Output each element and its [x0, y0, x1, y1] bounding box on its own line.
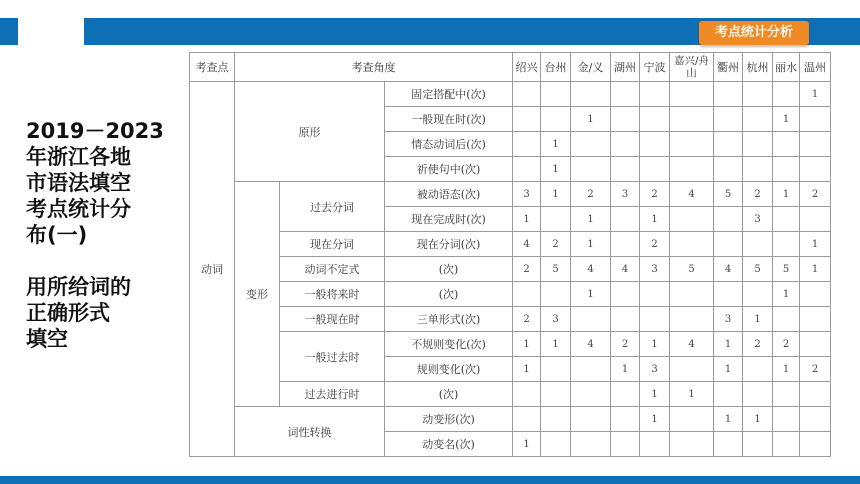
table-row	[190, 307, 831, 332]
count-cell	[773, 307, 800, 332]
col-header-point: 考查点	[190, 53, 235, 82]
count-cell	[670, 82, 714, 107]
count-cell: 2	[640, 182, 670, 207]
count-cell	[714, 107, 743, 132]
count-cell	[640, 107, 670, 132]
count-cell: 2	[773, 332, 800, 357]
caption-line: 年浙江各地	[26, 145, 131, 169]
count-cell: 1	[773, 182, 800, 207]
count-cell: 2	[571, 182, 611, 207]
col-header-city: 宁波	[640, 53, 670, 82]
count-cell	[743, 107, 773, 132]
count-cell	[714, 232, 743, 257]
count-cell	[743, 82, 773, 107]
count-cell: 5	[541, 257, 571, 282]
caption-line: 布(一)	[26, 223, 88, 247]
count-cell	[800, 307, 831, 332]
count-cell	[800, 407, 831, 432]
count-cell: 1	[800, 232, 831, 257]
detail-cell: 不规则变化(次)	[385, 332, 513, 357]
col-header-city: 台州	[541, 53, 571, 82]
count-cell: 2	[513, 257, 541, 282]
table-row	[190, 282, 831, 307]
count-cell	[773, 82, 800, 107]
detail-cell: 三单形式(次)	[385, 307, 513, 332]
count-cell: 3	[541, 307, 571, 332]
count-cell: 5	[773, 257, 800, 282]
count-cell	[714, 82, 743, 107]
count-cell	[611, 207, 640, 232]
count-cell: 2	[800, 182, 831, 207]
count-cell	[743, 282, 773, 307]
col-header-city: 金/义	[571, 53, 611, 82]
count-cell	[611, 157, 640, 182]
count-cell: 1	[513, 432, 541, 457]
col-header-city: 衢州	[714, 53, 743, 82]
count-cell	[611, 407, 640, 432]
count-cell: 3	[714, 307, 743, 332]
count-cell	[541, 357, 571, 382]
caption-line: 正确形式	[26, 301, 110, 325]
count-cell	[773, 432, 800, 457]
count-cell	[743, 232, 773, 257]
subcategory-base-form: 原形	[235, 82, 385, 182]
count-cell	[670, 157, 714, 182]
count-cell: 1	[800, 257, 831, 282]
count-cell: 2	[743, 332, 773, 357]
detail-cell: (次)	[385, 257, 513, 282]
count-cell: 1	[640, 207, 670, 232]
detail-cell: 规则变化(次)	[385, 357, 513, 382]
count-cell: 1	[541, 182, 571, 207]
count-cell	[714, 282, 743, 307]
count-cell	[611, 307, 640, 332]
count-cell: 2	[513, 307, 541, 332]
count-cell	[670, 107, 714, 132]
header-accent-block	[0, 18, 18, 45]
count-cell: 2	[640, 232, 670, 257]
count-cell	[640, 282, 670, 307]
count-cell: 4	[513, 232, 541, 257]
count-cell	[640, 132, 670, 157]
count-cell	[670, 132, 714, 157]
subgroup-past-continuous: 过去进行时	[280, 382, 385, 407]
count-cell	[611, 82, 640, 107]
count-cell: 1	[513, 207, 541, 232]
count-cell	[640, 82, 670, 107]
count-cell	[571, 432, 611, 457]
count-cell: 1	[640, 332, 670, 357]
count-cell	[714, 432, 743, 457]
subgroup-simple-past: 一般过去时	[280, 332, 385, 382]
count-cell	[714, 207, 743, 232]
count-cell	[773, 132, 800, 157]
count-cell	[611, 107, 640, 132]
count-cell: 1	[571, 282, 611, 307]
count-cell	[743, 357, 773, 382]
col-header-city: 温州	[800, 53, 831, 82]
count-cell	[670, 432, 714, 457]
count-cell	[513, 382, 541, 407]
count-cell	[541, 432, 571, 457]
count-cell	[800, 332, 831, 357]
count-cell	[513, 282, 541, 307]
count-cell: 1	[640, 407, 670, 432]
count-cell	[513, 107, 541, 132]
col-header-city: 杭州	[743, 53, 773, 82]
count-cell: 4	[670, 332, 714, 357]
count-cell	[714, 382, 743, 407]
count-cell: 1	[714, 357, 743, 382]
count-cell: 2	[800, 357, 831, 382]
count-cell	[773, 157, 800, 182]
count-cell	[800, 207, 831, 232]
caption-line: 填空	[26, 327, 68, 351]
detail-cell: 动变名(次)	[385, 432, 513, 457]
count-cell: 2	[611, 332, 640, 357]
table-row	[190, 382, 831, 407]
count-cell	[611, 282, 640, 307]
count-cell: 1	[541, 132, 571, 157]
count-cell: 1	[541, 157, 571, 182]
detail-cell: 现在完成时(次)	[385, 207, 513, 232]
col-header-city: 湖州	[611, 53, 640, 82]
count-cell: 1	[611, 357, 640, 382]
subcategory-inflected: 变形	[235, 182, 280, 407]
count-cell: 4	[670, 182, 714, 207]
caption-line: 考点统计分	[26, 197, 131, 221]
detail-cell: (次)	[385, 382, 513, 407]
count-cell: 4	[571, 332, 611, 357]
count-cell: 1	[773, 282, 800, 307]
count-cell: 5	[714, 182, 743, 207]
detail-cell: 被动语态(次)	[385, 182, 513, 207]
count-cell	[670, 407, 714, 432]
count-cell: 3	[743, 207, 773, 232]
count-cell	[541, 107, 571, 132]
count-cell	[773, 407, 800, 432]
count-cell	[800, 432, 831, 457]
count-cell: 3	[611, 182, 640, 207]
count-cell	[714, 132, 743, 157]
count-cell: 1	[773, 107, 800, 132]
count-cell: 3	[640, 357, 670, 382]
count-cell: 1	[714, 332, 743, 357]
count-cell: 3	[513, 182, 541, 207]
table-row	[190, 332, 831, 357]
count-cell	[670, 357, 714, 382]
count-cell	[800, 382, 831, 407]
count-cell	[773, 232, 800, 257]
count-cell	[800, 282, 831, 307]
count-cell: 1	[773, 357, 800, 382]
count-cell: 4	[611, 257, 640, 282]
count-cell: 2	[743, 182, 773, 207]
count-cell	[743, 157, 773, 182]
col-header-city: 丽水	[773, 53, 800, 82]
count-cell	[773, 382, 800, 407]
count-cell	[743, 382, 773, 407]
count-cell: 4	[571, 257, 611, 282]
count-cell	[541, 82, 571, 107]
count-cell	[640, 307, 670, 332]
detail-cell: 情态动词后(次)	[385, 132, 513, 157]
count-cell	[611, 382, 640, 407]
count-cell	[743, 432, 773, 457]
subgroup-simple-future: 一般将来时	[280, 282, 385, 307]
count-cell: 1	[513, 357, 541, 382]
detail-cell: 一般现在时(次)	[385, 107, 513, 132]
count-cell	[571, 382, 611, 407]
count-cell: 5	[743, 257, 773, 282]
count-cell: 1	[714, 407, 743, 432]
table-row	[190, 232, 831, 257]
count-cell	[541, 382, 571, 407]
count-cell	[800, 157, 831, 182]
count-cell	[571, 307, 611, 332]
count-cell	[743, 132, 773, 157]
subgroup-simple-present: 一般现在时	[280, 307, 385, 332]
count-cell	[611, 132, 640, 157]
count-cell	[571, 357, 611, 382]
count-cell	[670, 307, 714, 332]
subgroup-past-participle: 过去分词	[280, 182, 385, 232]
count-cell: 1	[571, 107, 611, 132]
caption-line: 市语法填空	[26, 171, 131, 195]
count-cell: 1	[571, 232, 611, 257]
count-cell	[800, 132, 831, 157]
section-badge: 考点统计分析	[699, 21, 809, 45]
count-cell	[611, 232, 640, 257]
count-cell	[773, 207, 800, 232]
count-cell	[513, 407, 541, 432]
slide-caption	[26, 118, 176, 352]
count-cell	[670, 207, 714, 232]
detail-cell: 现在分词(次)	[385, 232, 513, 257]
count-cell: 5	[670, 257, 714, 282]
detail-cell: 祈使句中(次)	[385, 157, 513, 182]
table-row	[190, 82, 831, 107]
count-cell: 1	[541, 332, 571, 357]
count-cell: 1	[743, 307, 773, 332]
footer-bar	[0, 476, 860, 484]
count-cell	[541, 407, 571, 432]
count-cell: 3	[640, 257, 670, 282]
detail-cell: (次)	[385, 282, 513, 307]
caption-line: 用所给词的	[26, 275, 131, 299]
count-cell: 1	[800, 82, 831, 107]
count-cell	[571, 157, 611, 182]
detail-cell: 动变形(次)	[385, 407, 513, 432]
count-cell	[670, 282, 714, 307]
table-header-row	[190, 53, 831, 82]
count-cell: 1	[670, 382, 714, 407]
table-row	[190, 257, 831, 282]
subcategory-word-conversion: 词性转换	[235, 407, 385, 457]
count-cell	[571, 132, 611, 157]
table-row	[190, 407, 831, 432]
col-header-city: 绍兴	[513, 53, 541, 82]
caption-line: 2019－2023	[26, 119, 164, 143]
detail-cell: 固定搭配中(次)	[385, 82, 513, 107]
count-cell	[541, 207, 571, 232]
count-cell	[670, 232, 714, 257]
col-header-angle: 考查角度	[235, 53, 513, 82]
count-cell	[800, 107, 831, 132]
count-cell	[571, 407, 611, 432]
subgroup-present-participle: 现在分词	[280, 232, 385, 257]
count-cell	[541, 282, 571, 307]
count-cell	[513, 82, 541, 107]
count-cell	[640, 157, 670, 182]
count-cell	[611, 432, 640, 457]
count-cell: 2	[541, 232, 571, 257]
grammar-stats-table	[189, 52, 831, 457]
count-cell: 1	[640, 382, 670, 407]
count-cell	[513, 157, 541, 182]
count-cell	[640, 432, 670, 457]
count-cell: 1	[571, 207, 611, 232]
count-cell	[513, 132, 541, 157]
count-cell: 4	[714, 257, 743, 282]
count-cell	[714, 157, 743, 182]
count-cell: 1	[743, 407, 773, 432]
count-cell	[571, 82, 611, 107]
category-verb: 动词	[190, 82, 235, 457]
col-header-city: 嘉兴/舟山	[670, 53, 714, 82]
subgroup-infinitive: 动词不定式	[280, 257, 385, 282]
count-cell: 1	[513, 332, 541, 357]
table-row	[190, 182, 831, 207]
